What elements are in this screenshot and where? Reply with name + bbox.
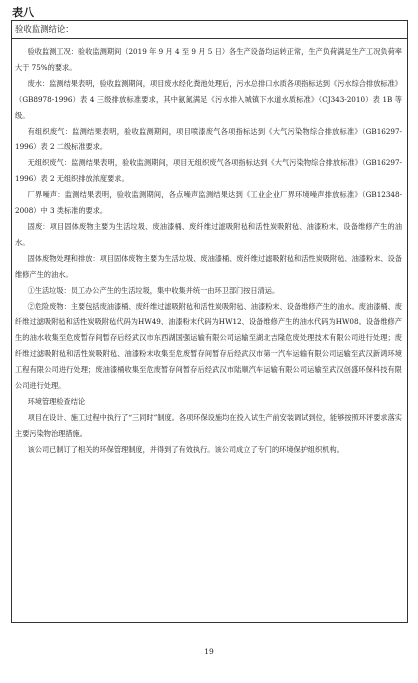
paragraph-wastewater: 废水：监测结果表明，验收监测期间，项目废水经化粪池处理后，污水总排口水质各项指标达到《污水综合排放标准》（GB8978-1996）表 4 三级排放标准要求，其中氨氮满足《污水排入城镇下水道水质标准》（CJ343-2010）表 1B 等级。 [15, 78, 402, 120]
paragraph-operating-conditions: 验收监测工况：验收监测期间（2019 年 9 月 4 至 9 月 5 日）各生产设备均运转正常，生产负荷满足生产工况负荷率大于 75%的要求。 [15, 47, 402, 72]
paragraph-solid-waste: 固废：项目固体废物主要为生活垃圾、废油漆桶、废纤维过滤吸附毡和活性炭吸附毡、油漆粉末、设备维修产生的油水。 [15, 221, 402, 247]
paragraph-hazardous-waste: ②危险废物：主要包括废油漆桶、废纤维过滤吸附毡和活性炭吸附毡、油漆粉末、设备维修产生的油水。废油漆桶、废纤维过滤吸附毡和活性炭吸附毡代码为HW49、油漆粉末代码为HW12、设备维修产生的油水代码为HW08。设备维修产生的油水收集至危废暂存间暂存后经武汉市东西湖国强运输有限公司运输至湖北吉隆危废处理技术有限公司进行处理；废纤维过滤吸附毡和活性炭吸附毡、油漆粉末收集至危废暂存间暂存后经武汉市第一汽车运输有限公司运输至武汉新鸿环境工程有限公司进行处理；废油漆桶收集至危废暂存间暂存后经武汉市陆顺汽车运输有限公司运输至武汉创盛环保科技有限公司进行处理。 [15, 301, 402, 391]
paragraph-organized-gas: 有组织废气：监测结果表明，验收监测期间，项目喷漆废气各项指标达到《大气污染物综合排放标准》（GB16297-1996）表 2 二级标准要求。 [15, 126, 402, 152]
paragraph-management-system: 该公司已制订了相关的环保管理制度，并得到了有效执行。该公司成立了专门的环境保护组织机构。 [27, 444, 344, 454]
page-number: 19 [204, 647, 214, 656]
paragraph-domestic-garbage: ①生活垃圾：员工办公产生的生活垃圾，集中收集并统一由环卫部门按日清运。 [27, 285, 280, 295]
conclusion-table [11, 20, 408, 623]
paragraph-unorganized-gas: 无组织废气：监测结果表明，验收监测期间，项目无组织废气各项指标达到《大气污染物综合排放标准》（GB16297-1996）表 2 无组织排放浓度要求。 [15, 158, 402, 184]
conclusion-body [12, 39, 407, 458]
box-heading: 验收监测结论： [12, 21, 407, 39]
paragraph-solid-waste-treatment: 固体废物处理和排放：项目固体废物主要为生活垃圾、废油漆桶、废纤维过滤吸附毡和活性炭吸附毡、油漆粉末、设备维修产生的油水。 [15, 253, 402, 279]
table-label: 表八 [12, 6, 34, 19]
paragraph-noise: 厂界噪声：监测结果表明，验收监测期间，各点噪声监测结果达到《工业企业厂界环境噪声排放标准》（GB12348-2008）中 3 类标准的要求。 [15, 190, 402, 216]
paragraph-three-simultaneous: 项目在设计、施工过程中执行了“三同时”制度。各项环保设施均在投入试生产前安装调试到位，能够按照环评要求落实主要污染物治理措施。 [15, 412, 402, 438]
subheading-env-management: 环境管理检查结论 [27, 396, 86, 406]
